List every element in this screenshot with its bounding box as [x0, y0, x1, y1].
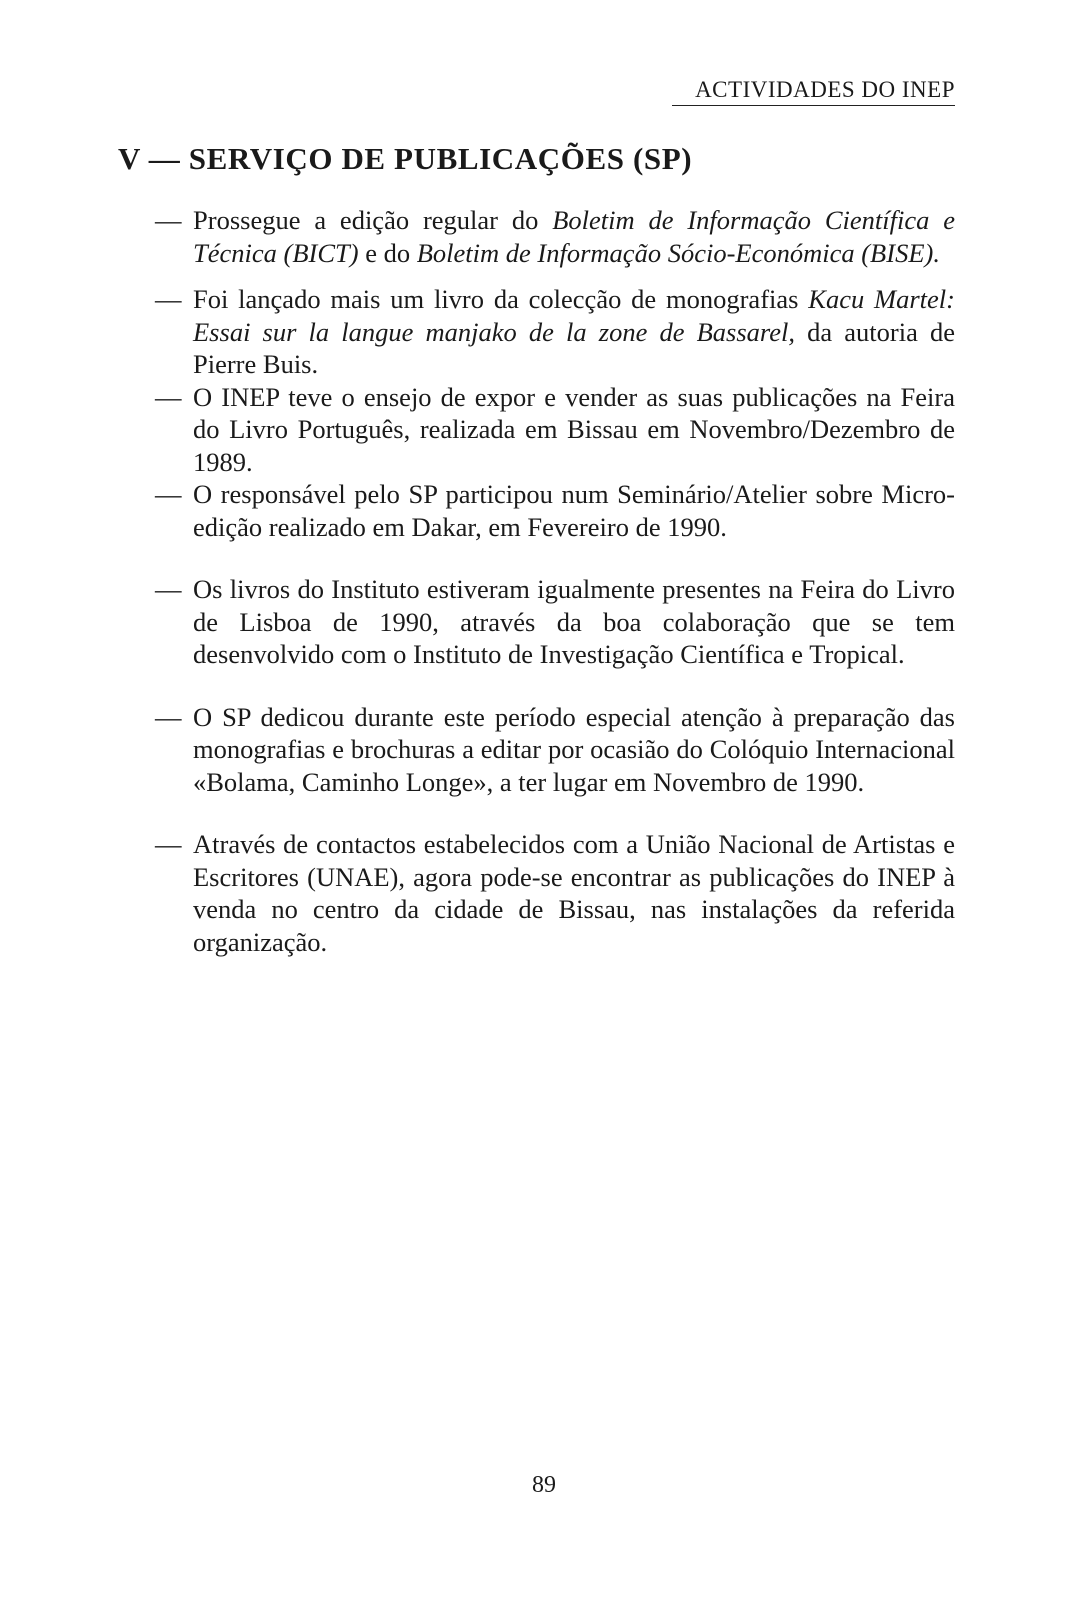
- page-number: 89: [532, 1472, 556, 1498]
- item-text-italic: Boletim de Informação Científica e Técnica (BICT): [193, 205, 955, 268]
- em-dash: —: [155, 829, 182, 859]
- item-text: Os livros do Instituto estiveram igualmente presentes na Feira do Livro de Lisboa de 1990, através da boa colaboração que se tem desenvolvido com o Instituto de Investigação Científica e Tropical.: [193, 574, 955, 669]
- section-title: V — SERVIÇO DE PUBLICAÇÕES (SP): [118, 141, 693, 176]
- item-text: O SP dedicou durante este período especial atenção à preparação das monografias e brochuras a editar por ocasião do Colóquio Internacional «Bolama, Caminho Longe», a ter lugar em Novembro de 1990.: [193, 701, 955, 797]
- list-item: [155, 573, 955, 671]
- list-item: [155, 828, 955, 958]
- em-dash: —: [155, 701, 182, 732]
- publications-activity-list: [155, 204, 955, 958]
- item-text: e do: [358, 237, 417, 268]
- list-item: [155, 478, 955, 543]
- item-text: Através de contactos estabelecidos com a União Nacional de Artistas e Escritores (UNAE), agora pode-se encontrar as publicações do INEP à venda no centro da cidade de Bissau, nas instalações da referida organização.: [193, 829, 955, 957]
- item-text: O responsável pelo SP participou num Seminário/Atelier sobre Micro-edição realizado em Dakar, em Fevereiro de 1990.: [193, 479, 955, 542]
- item-text-italic: Boletim de Informação Sócio-Económica (BISE).: [416, 237, 940, 268]
- em-dash: —: [155, 284, 182, 314]
- list-item: [155, 701, 955, 799]
- list-item: [155, 204, 955, 269]
- list-item: [155, 283, 955, 381]
- item-text: O INEP teve o ensejo de expor e vender as suas publicações na Feira do Livro Português, realizada em Bissau em Novembro/Dezembro de 1989.: [193, 381, 955, 477]
- em-dash: —: [155, 479, 182, 509]
- em-dash: —: [155, 381, 182, 412]
- em-dash: —: [155, 574, 182, 604]
- running-head: ACTIVIDADES DO INEP: [672, 76, 955, 106]
- item-text: da autoria de Pierre Buis.: [193, 316, 956, 379]
- list-item: [155, 381, 955, 479]
- em-dash: —: [155, 205, 182, 235]
- item-text: Prossegue a edição regular do: [193, 205, 553, 235]
- item-text: Foi lançado mais um livro da colecção de monografias: [193, 284, 809, 314]
- item-text-italic: Kacu Martel: Essai sur la langue manjako de la zone de Bassarel,: [193, 284, 955, 347]
